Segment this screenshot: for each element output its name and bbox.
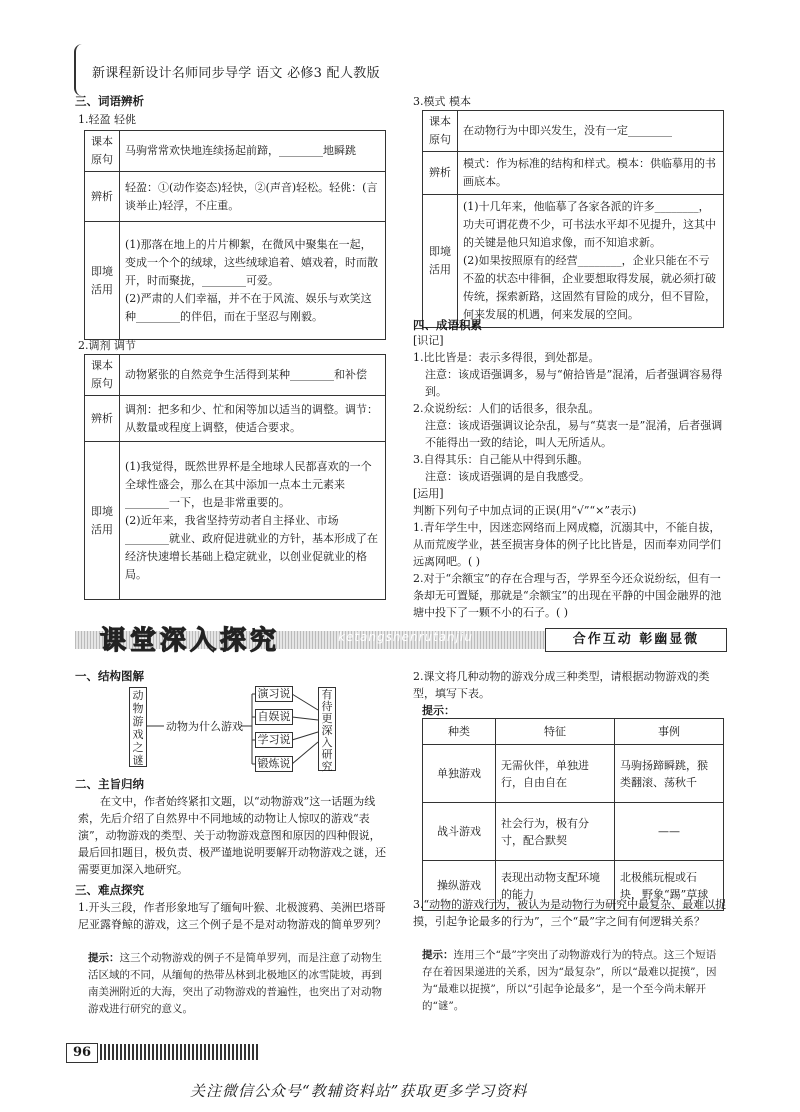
- banner-pinyin: ketangshenrutanjiu: [338, 630, 473, 644]
- page-number-strip: [100, 1044, 260, 1060]
- header-type: 种类: [423, 719, 496, 745]
- textbook-sentence: 马驹常常欢快地连续扬起前蹄，________地瞬跳: [120, 131, 386, 172]
- application-item-1: (1)那落在地上的片片柳絮，在微风中聚集在一起，变成一个个的绒球，这些绒球追着、嬉戏着，时而散开，时而聚拢，________可爱。: [125, 237, 378, 287]
- part-theme-title: 二、主旨归纳: [75, 777, 144, 791]
- difficulty-answer-1: [88, 950, 386, 1018]
- application-item-1: (1)十几年来，他临摹了各家各派的许多________，功夫可谓花费不少，可书法水平却不见提升，这其中的关键是他只知追求像，而不知追求新。: [463, 200, 716, 249]
- application-item-2: (2)近年来，我省坚持劳动者自主择业、市场________就业、政府促进就业的方针，基本形成了在经济快速增长基础上稳定就业，以创业促就业的格局。: [125, 513, 378, 581]
- header-feature: 特征: [496, 719, 615, 745]
- logic-question: 3.“动物的游戏行为，被认为是动物行为研究中最复杂、最难以捉摸，引起争论最多的行为”，三个“最”字之间有何逻辑关系？: [413, 898, 727, 928]
- branch-exercise: 锻炼说: [255, 756, 293, 772]
- application-item-1: (1)我觉得，既然世界杯是全地球人民都喜欢的一个全球性盛会，那么在其中添加一点本土元素来________一下，也是非常重要的。: [125, 459, 372, 509]
- hint-text: 这三个动物游戏的例子不是简单罗列，而是注意了动物生活区域的不同，从缅甸的热带丛林到北极地区的冰雪陡坡，再到南美洲附近的大海，突出了动物游戏的普遍性，也突出了对动物游戏进行研究的意义。: [88, 952, 382, 1015]
- hint-text: 连用三个“最”字突出了动物游戏行为的特点。这三个短语存在着因果递进的关系，因为“最复杂”，所以“最难以捉摸”，因为“最难以捉摸”，所以“引起争论最多”，是一个至今尚未解开的“谜”。: [422, 949, 717, 1012]
- label-textbook: 课本原句: [423, 111, 458, 152]
- game-example-cell: ——: [615, 803, 724, 861]
- label-application: 即境活用: [85, 442, 120, 600]
- application-item-2: (2)严肃的人们幸福，并不在于风流、娱乐与欢笑这种________的伴侣，而在于坚忍与刚毅。: [125, 291, 372, 323]
- book-title: 新课程新设计名师同步导学 语文 必修3 配人教版: [92, 66, 380, 81]
- word-pair-3-title: 3.模式 模本: [413, 95, 471, 108]
- game-example-cell: 马驹扬蹄瞬跳，猴类翻滚、荡秋千: [615, 745, 724, 803]
- game-type-cell: 操纵游戏: [423, 861, 496, 911]
- banner-motto: 合作互动 彰幽显微: [545, 628, 727, 652]
- idiom-3-note: 注意：该成语强调的是自我感受。: [425, 470, 590, 483]
- idiom-2: 2.众说纷纭：人们的话很多，很杂乱。: [413, 402, 600, 415]
- idiom-2-note: 注意：该成语强调议论杂乱，易与“莫衷一是”混淆，后者强调不能得出一致的结论，叫人无所适从。: [425, 419, 723, 449]
- branch-drill: 演习说: [255, 686, 293, 702]
- middle-label: 动物为什么游戏: [166, 720, 243, 733]
- label-textbook: 课本原句: [85, 355, 120, 396]
- judge-instruction: 判断下列句子中加点词的正误(用“√”“×”表示): [413, 504, 637, 517]
- branch-learning: 学习说: [255, 732, 293, 748]
- word-table-3: [422, 110, 724, 328]
- label-application: 即境活用: [423, 195, 458, 328]
- difficulty-question-1: 1.开头三段，作者形象地写了缅甸叶猴、北极渡鸦、美洲巴塔哥尼亚露脊鲸的游戏，这三个例子是不是对动物游戏的简单罗列？: [78, 901, 386, 931]
- textbook-sentence: 在动物行为中即兴发生，没有一定________: [458, 111, 724, 152]
- word-pair-2-title: 2.调剂 调节: [78, 339, 136, 352]
- game-type-cell: 战斗游戏: [423, 803, 496, 861]
- word-table-2: [84, 354, 386, 600]
- application-item-2: (2)如果按照原有的经营________，企业只能在不亏不盈的状态中徘徊，企业要想取得发展，就必须打破传统，探索新路，这固然有冒险的成分，但不冒险，何来发展的机遇，何来发展的空间。: [463, 254, 716, 321]
- game-example-cell: 北极熊玩棍或石块，野象“踢”草球: [615, 861, 724, 911]
- hint-label: 提示：: [422, 949, 454, 961]
- section-title-word-analysis: 三、词语辨析: [75, 94, 144, 108]
- textbook-sentence: 动物紧张的自然竞争生活得到某种________和补偿: [120, 355, 386, 396]
- word-table-1: [84, 130, 386, 340]
- game-type-table: [422, 718, 724, 911]
- hint-label-2: 提示：: [422, 704, 455, 717]
- banner-title: 课堂深入探究: [100, 626, 281, 656]
- hint-label: 提示：: [88, 952, 120, 964]
- footer-notice: 关注微信公众号“教辅资料站”获取更多学习资料: [190, 1082, 528, 1100]
- idiom-3: 3.自得其乐：自己能从中得到乐趣。: [413, 453, 589, 466]
- analysis-text: 模式：作为标准的结构和样式。模本：供临摹用的书画底本。: [458, 152, 724, 195]
- header-bracket: [74, 44, 86, 96]
- analysis-text: 调剂：把多和少、忙和闲等加以适当的调整。调节：从数量或程度上调整，使适合要求。: [120, 396, 386, 442]
- idiom-content: [413, 332, 729, 621]
- table-question: 2.课文将几种动物的游戏分成三种类型，请根据动物游戏的类型，填写下表。: [413, 670, 710, 700]
- memorize-tag: [识记]: [413, 334, 444, 347]
- section-title-idioms: 四、成语积累: [413, 318, 482, 332]
- game-feature-cell: 表现出动物支配环境的能力: [496, 861, 615, 911]
- idiom-1-note: 注意：该成语强调多，易与“俯拾皆是”混淆，后者强调容易得到。: [425, 368, 723, 398]
- label-application: 即境活用: [85, 222, 120, 340]
- label-analysis: 辨析: [85, 396, 120, 442]
- label-analysis: 辨析: [423, 152, 458, 195]
- root-box: 动物游戏之谜: [129, 687, 147, 767]
- theme-text: 在文中，作者始终紧扣文题，以“动物游戏”这一话题为线索，先后介绍了自然界中不同地域的动物让人惊叹的游戏“表演”，动物游戏的类型、关于动物游戏意图和原因的四种假说，最后回扣题目，极负责、极严谨地说明要解开动物游戏之谜，还需要更加深入地研究。: [78, 795, 386, 876]
- page-number: 96: [66, 1043, 98, 1063]
- apply-tag: [运用]: [413, 487, 444, 500]
- game-type-cell: 单独游戏: [423, 745, 496, 803]
- part-structure-title: 一、结构图解: [75, 669, 144, 683]
- logic-answer: [422, 947, 726, 1015]
- label-textbook: 课本原句: [85, 131, 120, 172]
- branch-self-entertain: 自娱说: [255, 709, 293, 725]
- label-analysis: 辨析: [85, 172, 120, 222]
- word-pair-1-title: 1.轻盈 轻佻: [78, 113, 136, 126]
- idiom-1: 1.比比皆是：表示多得很，到处都是。: [413, 351, 600, 364]
- judge-question-2: 2.对于“余额宝”的存在合理与否，学界至今还众说纷纭，但有一条却无可置疑，那就是“余额宝”的出现在平静的中国金融界的池塘中投下了一颗不小的石子。( ): [413, 572, 722, 619]
- analysis-text: 轻盈：①(动作姿态)轻快，②(声音)轻松。轻佻：(言谈举止)轻浮，不庄重。: [120, 172, 386, 222]
- part-difficulty-title: 三、难点探究: [75, 883, 144, 897]
- header-example: 事例: [615, 719, 724, 745]
- conclusion-box: 有待更深入研究: [318, 687, 336, 771]
- judge-question-1: 1.青年学生中，因迷恋网络而上网成瘾，沉溺其中，不能自拔，从而荒废学业，甚至损害身体的例子比比皆是，因而奉劝同学们远离网吧。( ): [413, 521, 721, 568]
- game-feature-cell: 无需伙伴，单独进行，自由自在: [496, 745, 615, 803]
- game-feature-cell: 社会行为，极有分寸，配合默契: [496, 803, 615, 861]
